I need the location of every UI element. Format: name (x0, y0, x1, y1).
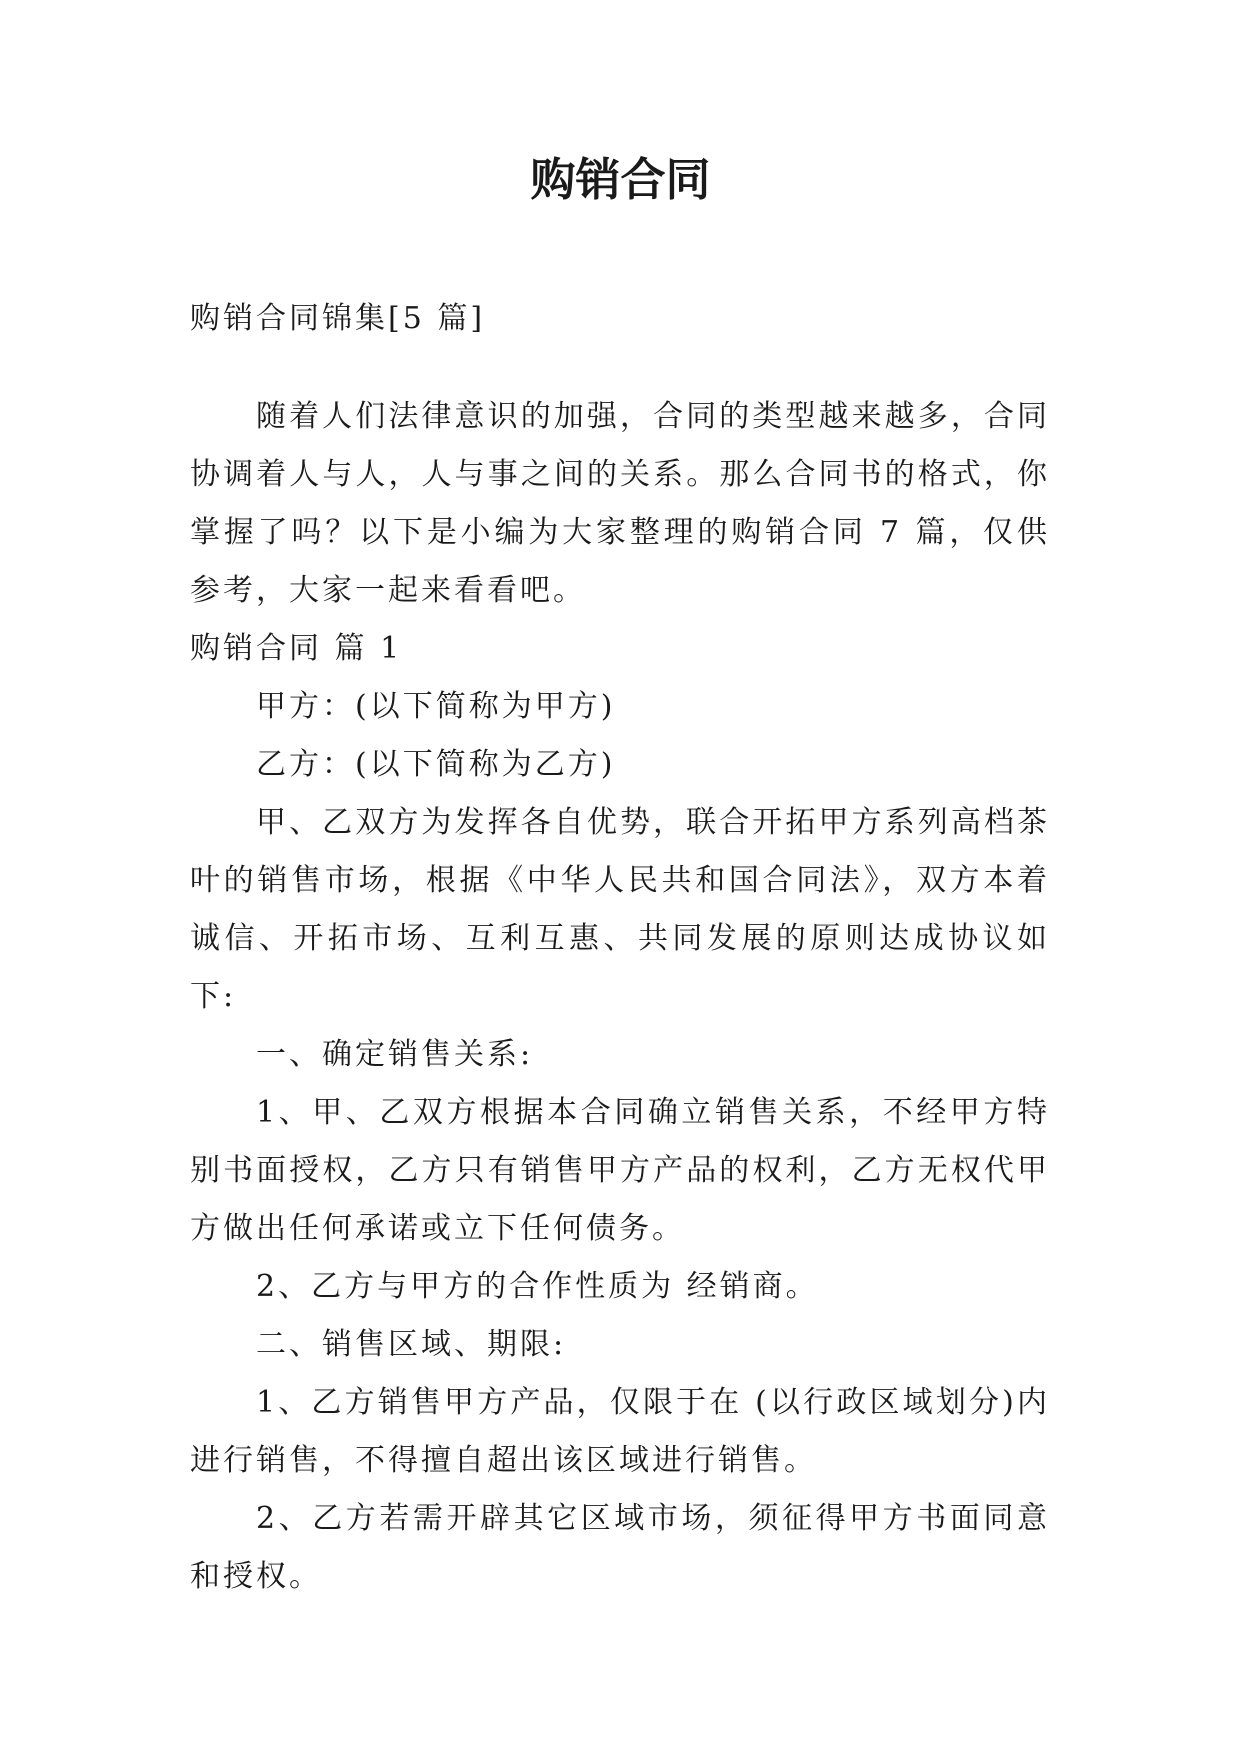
clause-heading-1: 一、确定销售关系: (256, 1037, 534, 1072)
party-a-line: 甲方：(以下简称为甲方) (256, 689, 616, 724)
clause-2-1: 1、乙方销售甲方产品，仅限于在 (以行政区域划分)内进行销售，不得擅自超出该区域进行销售。 (190, 1385, 1050, 1478)
party-b-line: 乙方：(以下简称为乙方) (256, 747, 616, 782)
clause-2-2: 2、乙方若需开辟其它区域市场，须征得甲方书面同意和授权。 (190, 1501, 1050, 1594)
clause-1-2: 2、乙方与甲方的合作性质为 经销商。 (256, 1269, 819, 1304)
intro-paragraph: 随着人们法律意识的加强，合同的类型越来越多，合同协调着人与人，人与事之间的关系。那么合同书的格式，你掌握了吗？以下是小编为大家整理的购销合同 7 篇，仅供参考，大家一起来看看吧。 (190, 399, 1050, 608)
clause-1-1: 1、甲、乙双方根据本合同确立销售关系，不经甲方特别书面授权，乙方只有销售甲方产品的权利，乙方无权代甲方做出任何承诺或立下任何债务。 (190, 1095, 1050, 1246)
clause-heading-2: 二、销售区域、期限: (256, 1327, 567, 1362)
collection-heading: 购销合同锦集[5 篇] (190, 301, 486, 336)
spacer (190, 348, 1050, 388)
section-heading: 购销合同 篇 1 (190, 631, 403, 666)
preamble-paragraph: 甲、乙双方为发挥各自优势，联合开拓甲方系列高档茶叶的销售市场，根据《中华人民共和国合同法》，双方本着诚信、开拓市场、互利互惠、共同发展的原则达成协议如下: (190, 805, 1050, 1014)
document-body (190, 290, 1050, 1606)
document-title: 购销合同 (530, 153, 711, 206)
